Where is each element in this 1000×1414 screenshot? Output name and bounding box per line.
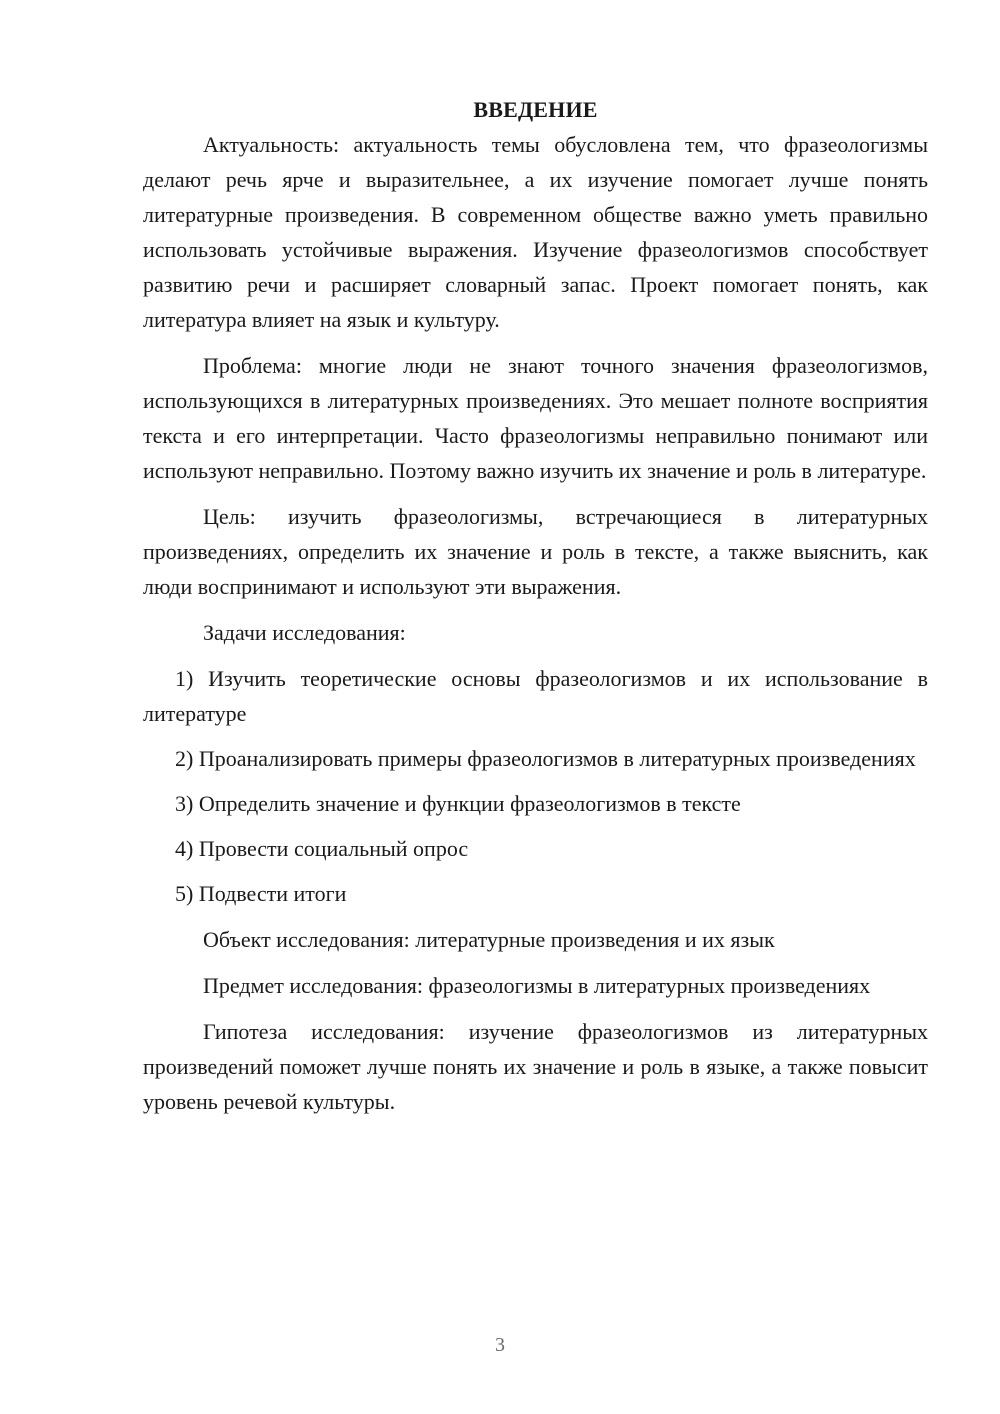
task-item-5: 5) Подвести итоги [175, 881, 347, 906]
task-item-1: 1) Изучить теоретические основы фразеологизмов и их использование в литературе [143, 666, 928, 726]
page-number: 3 [495, 1334, 505, 1356]
document-page [143, 92, 928, 1119]
task-item-4: 4) Провести социальный опрос [175, 836, 469, 861]
tasks-label: Задачи исследования: [203, 620, 406, 645]
subject-paragraph: Предмет исследования: фразеологизмы в литературных произведениях [203, 973, 871, 998]
relevance-paragraph: Актуальность: актуальность темы обусловлена тем, что фразеологизмы делают речь ярче и выразительнее, а их изучение помогает лучше понять литературные произведения. В современном обществе важно уметь правильно использовать устойчивые выражения. Изучение фразеологизмов способствует развитию речи и расширяет словарный запас. Проект помогает понять, как литература влияет на язык и культуру. [143, 132, 928, 332]
task-item-2: 2) Проанализировать примеры фразеологизмов в литературных произведениях [175, 746, 916, 771]
hypothesis-paragraph: Гипотеза исследования: изучение фразеологизмов из литературных произведений поможет лучше понять их значение и роль в языке, а также повысит уровень речевой культуры. [143, 1019, 928, 1114]
problem-paragraph: Проблема: многие люди не знают точного значения фразеологизмов, использующихся в литературных произведениях. Это мешает полноте восприятия текста и его интерпретации. Часто фразеологизмы неправильно понимают или используют неправильно. Поэтому важно изучить их значение и роль в литературе. [143, 353, 928, 483]
section-heading: ВВЕДЕНИЕ [473, 97, 598, 122]
object-paragraph: Объект исследования: литературные произведения и их язык [203, 927, 775, 952]
goal-paragraph: Цель: изучить фразеологизмы, встречающиеся в литературных произведениях, определить их значение и роль в тексте, а также выяснить, как люди воспринимают и используют эти выражения. [143, 504, 928, 599]
task-item-3: 3) Определить значение и функции фразеологизмов в тексте [175, 791, 741, 816]
